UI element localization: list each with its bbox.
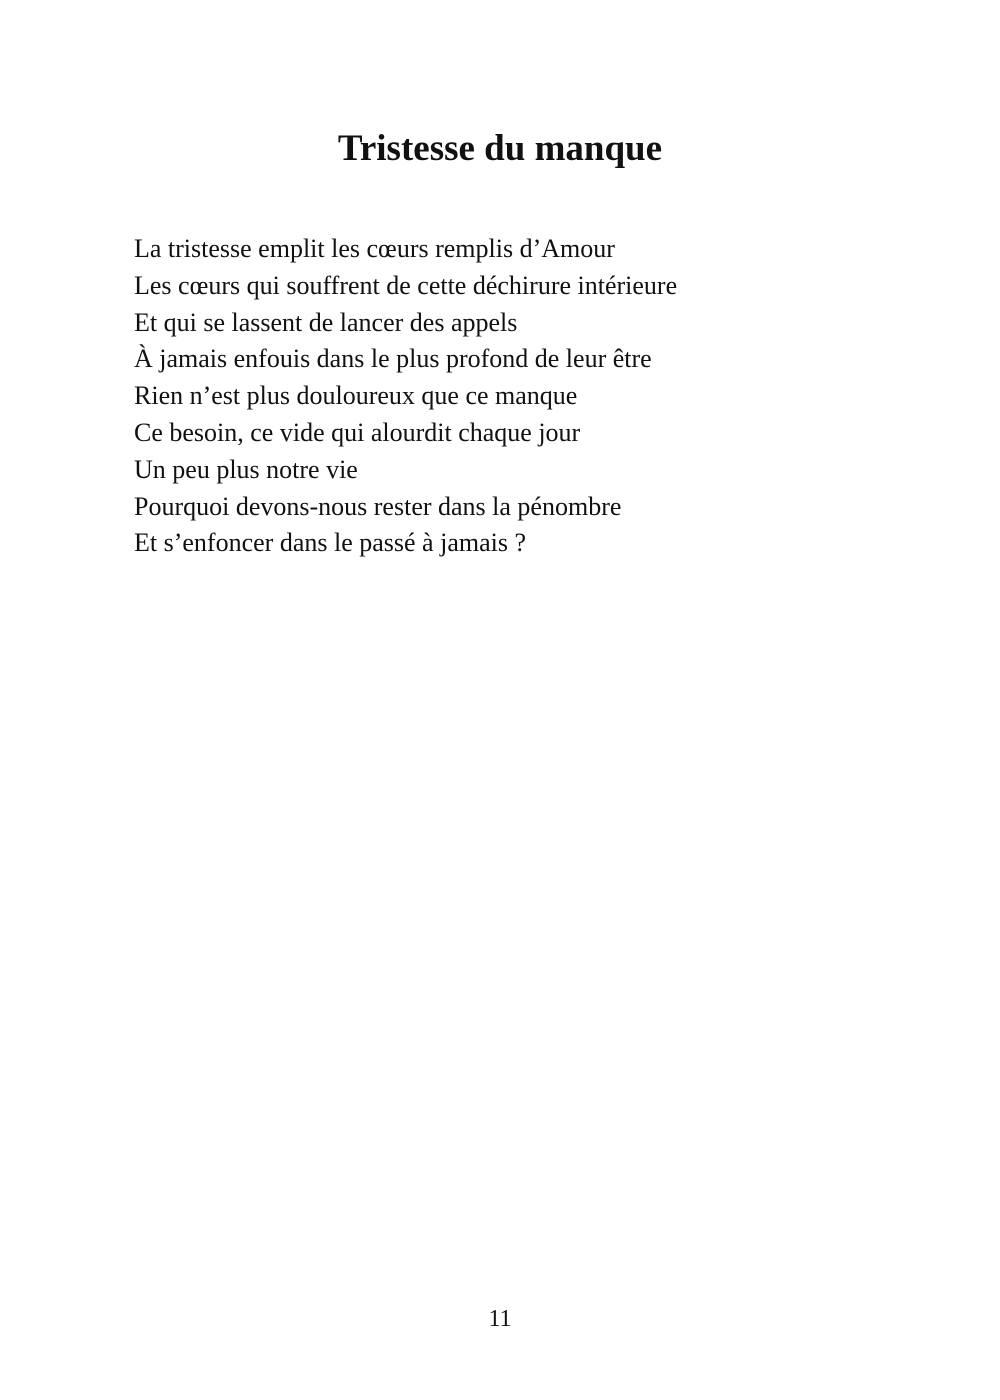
poem-line: La tristesse emplit les cœurs remplis d’Amour [134, 234, 615, 263]
page-number: 11 [488, 1306, 512, 1332]
poem-line: Ce besoin, ce vide qui alourdit chaque jour [134, 417, 581, 447]
poem-body [134, 231, 894, 562]
poem-line: Un peu plus notre vie [134, 454, 358, 484]
poem-title: Tristesse du manque [337, 128, 663, 169]
poem-line: Et qui se lassent de lancer des appels [134, 307, 518, 337]
poem-line: Les cœurs qui souffrent de cette déchirure intérieure [134, 270, 678, 300]
poem-line: Pourquoi devons-nous rester dans la pénombre [134, 491, 622, 521]
poem-line: À jamais enfouis dans le plus profond de leur être [134, 344, 652, 374]
poem-line: Rien n’est plus douloureux que ce manque [134, 381, 578, 411]
poem-line: Et s’enfoncer dans le passé à jamais ? [134, 528, 527, 558]
